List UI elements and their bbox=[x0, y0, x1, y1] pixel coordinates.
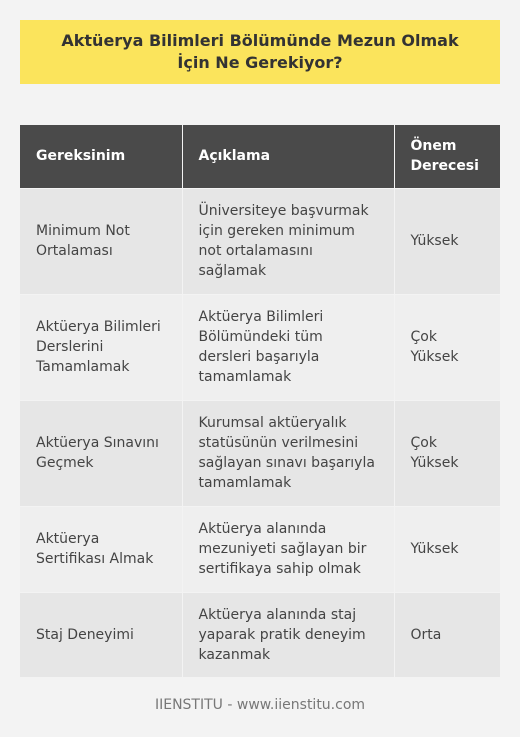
table-row bbox=[20, 188, 500, 294]
cell-description: Aktüerya alanında staj yaparak pratik deneyim kazanmak bbox=[182, 592, 394, 677]
header-importance: Önem Derecesi bbox=[394, 125, 500, 188]
requirements-table bbox=[20, 125, 500, 677]
cell-description: Aktüerya Bilimleri Bölümündeki tüm dersleri başarıyla tamamlamak bbox=[182, 294, 394, 400]
page-title: Aktüerya Bilimleri Bölümünde Mezun Olmak İçin Ne Gerekiyor? bbox=[61, 31, 459, 72]
header-description: Açıklama bbox=[182, 125, 394, 188]
cell-requirement: Aktüerya Sınavını Geçmek bbox=[20, 400, 182, 506]
cell-importance: Yüksek bbox=[394, 506, 500, 592]
cell-description: Aktüerya alanında mezuniyeti sağlayan bir sertifikaya sahip olmak bbox=[182, 506, 394, 592]
title-banner bbox=[20, 20, 500, 84]
cell-requirement: Staj Deneyimi bbox=[20, 592, 182, 677]
cell-importance: Çok Yüksek bbox=[394, 400, 500, 506]
cell-importance: Yüksek bbox=[394, 188, 500, 294]
table-row bbox=[20, 400, 500, 506]
cell-requirement: Aktüerya Sertifikası Almak bbox=[20, 506, 182, 592]
table-row bbox=[20, 592, 500, 677]
footer-credit: IIENSTITU - www.iienstitu.com bbox=[154, 697, 366, 713]
header-requirement: Gereksinim bbox=[20, 125, 182, 188]
table-header-row bbox=[20, 125, 500, 188]
cell-description: Üniversiteye başvurmak için gereken minimum not ortalamasını sağlamak bbox=[182, 188, 394, 294]
cell-requirement: Aktüerya Bilimleri Derslerini Tamamlamak bbox=[20, 294, 182, 400]
cell-importance: Çok Yüksek bbox=[394, 294, 500, 400]
cell-requirement: Minimum Not Ortalaması bbox=[20, 188, 182, 294]
table-row bbox=[20, 506, 500, 592]
cell-importance: Orta bbox=[394, 592, 500, 677]
cell-description: Kurumsal aktüeryalık statüsünün verilmesini sağlayan sınavı başarıyla tamamlamak bbox=[182, 400, 394, 506]
table-row bbox=[20, 294, 500, 400]
